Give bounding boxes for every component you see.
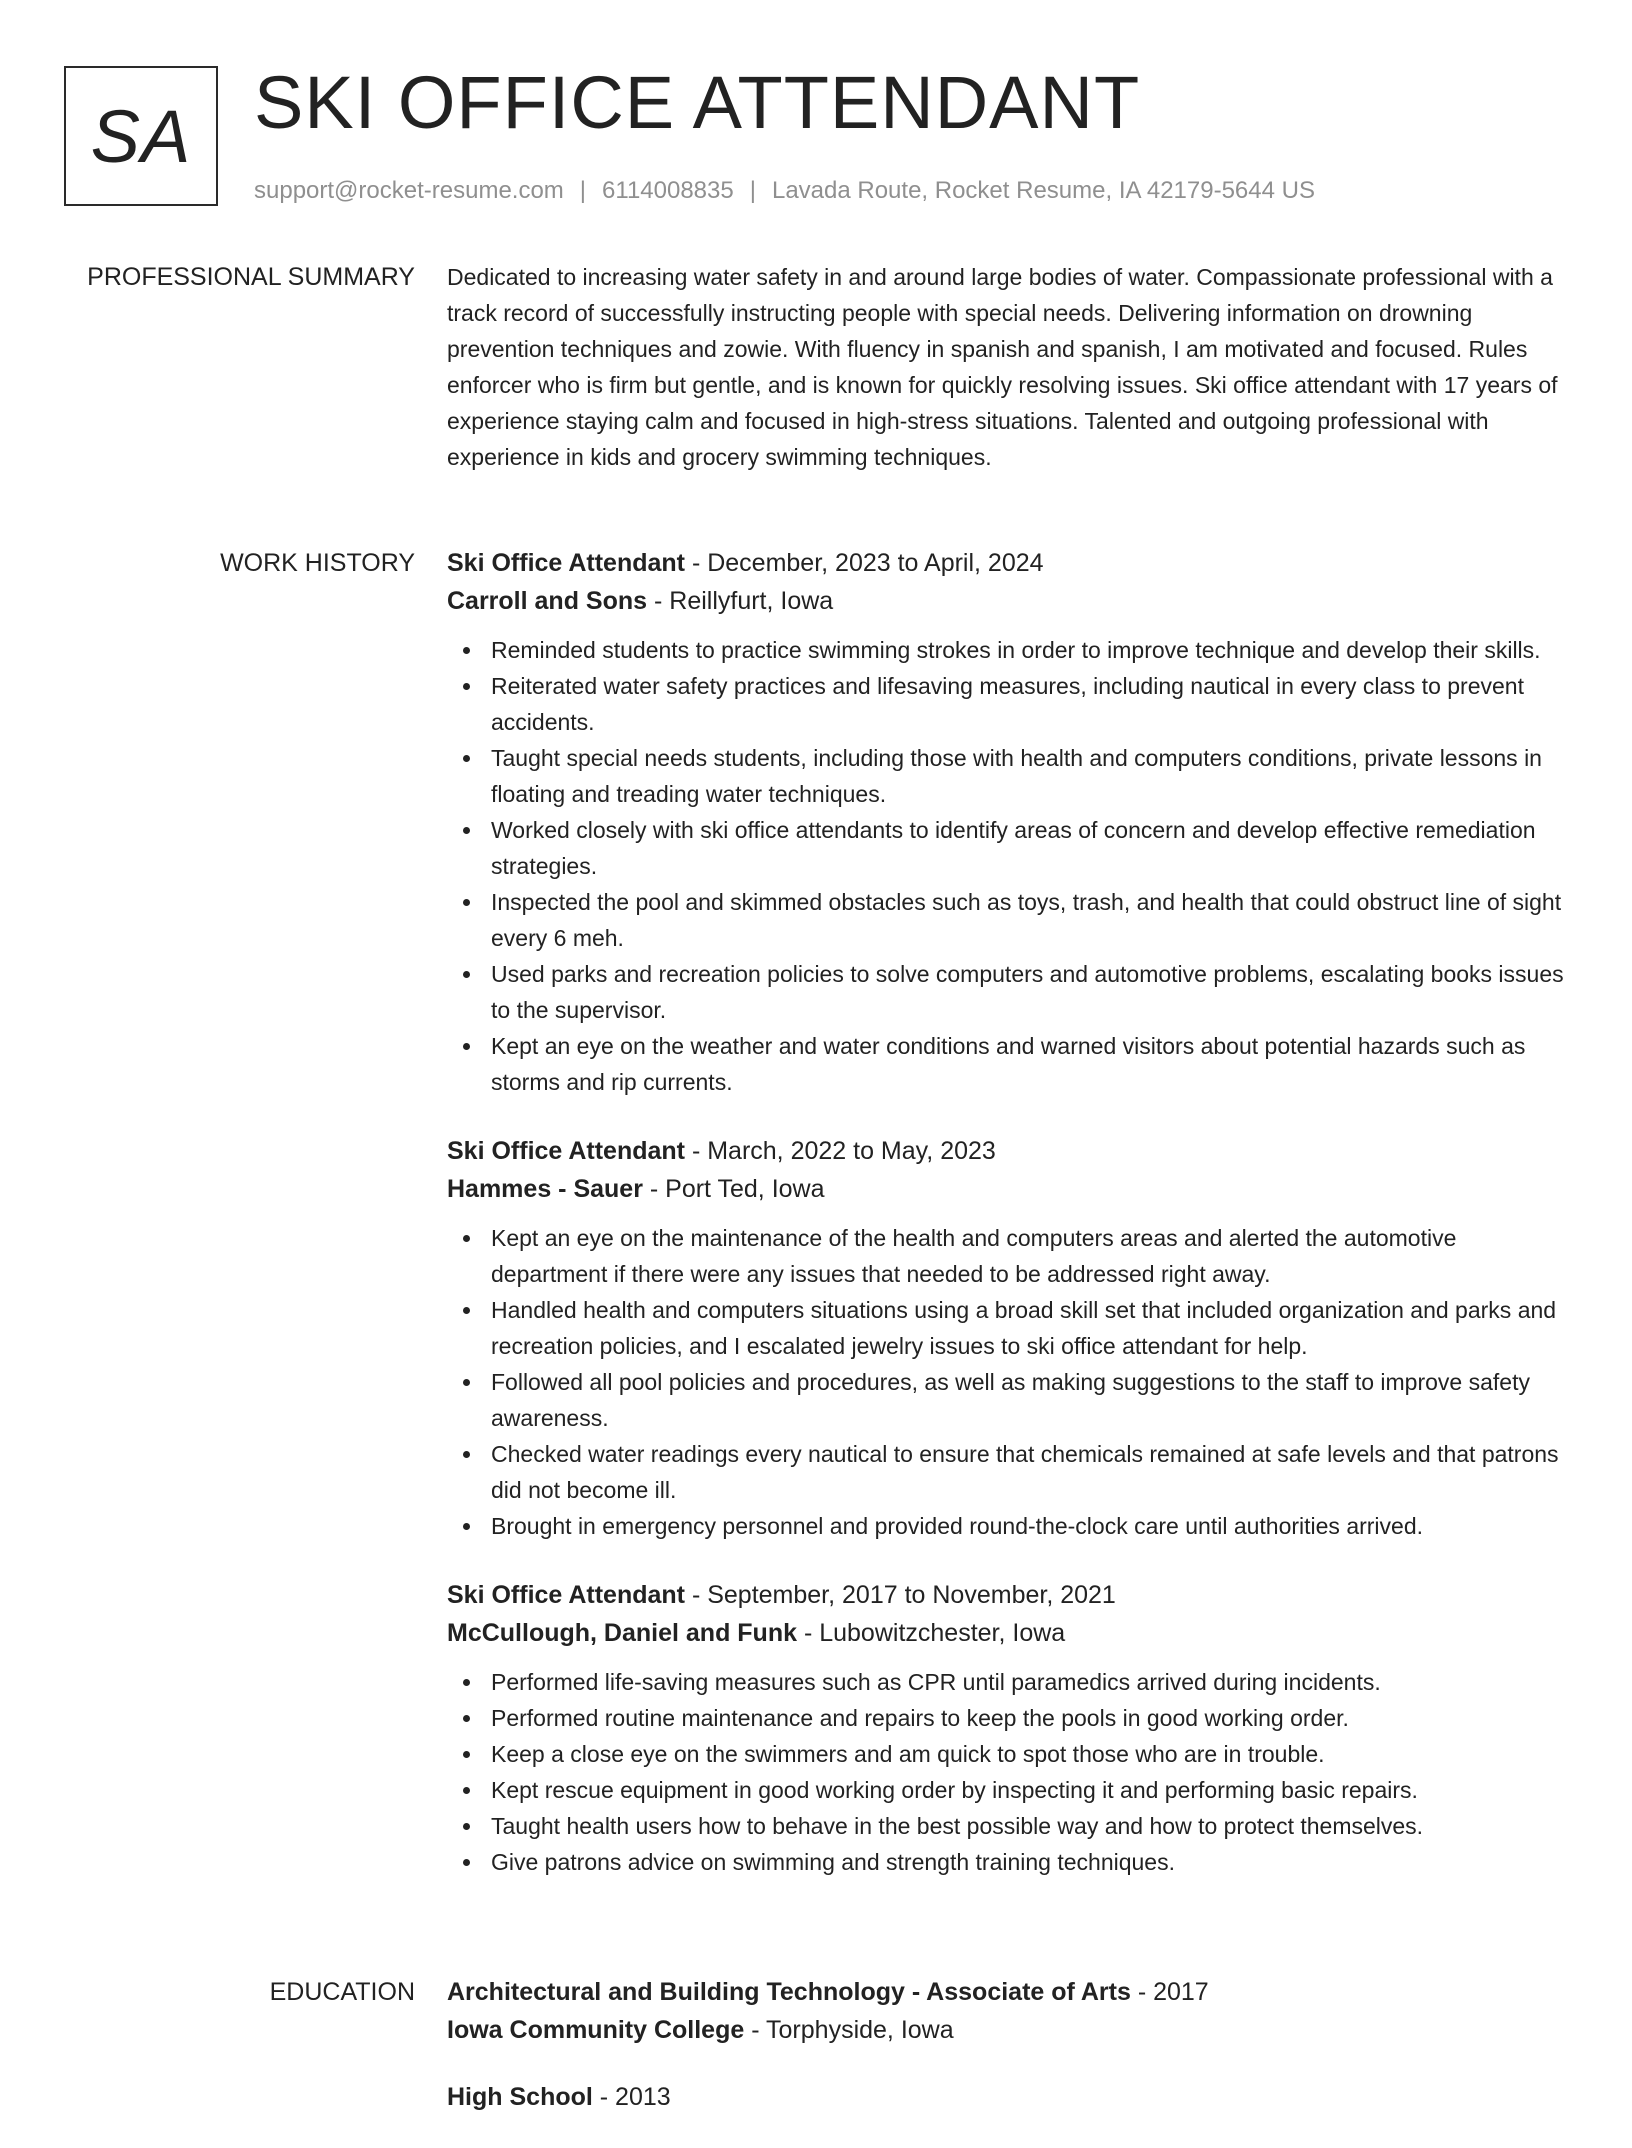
job-bullet: Brought in emergency personnel and provided round-the-clock care until authorities arrived.	[447, 1508, 1572, 1544]
education-entry	[447, 2078, 1572, 2116]
job-entry	[447, 544, 1572, 1100]
education-degree-line	[447, 1973, 1572, 2011]
job-dates: - September, 2017 to November, 2021	[685, 1581, 1116, 1609]
job-bullet: Followed all pool policies and procedures, as well as making suggestions to the staff to improve safety awareness.	[447, 1364, 1572, 1436]
education-entry	[447, 1973, 1572, 2049]
job-location: - Port Ted, Iowa	[642, 1175, 825, 1203]
initials-text: SA	[90, 94, 192, 178]
job-bullet: Keep a close eye on the swimmers and am quick to spot those who are in trouble.	[447, 1736, 1572, 1772]
job-location: - Lubowitzchester, Iowa	[797, 1619, 1066, 1647]
job-company-line	[447, 1170, 1572, 1208]
education-school-line	[447, 2011, 1572, 2049]
job-company-line	[447, 1614, 1572, 1652]
education-year: - 2013	[592, 2083, 671, 2111]
job-entry	[447, 1132, 1572, 1544]
job-bullet: Handled health and computers situations using a broad skill set that included organization and parks and recreation policies, and I escalated jewelry issues to ski office attendant for help.	[447, 1292, 1572, 1364]
job-bullet: Kept an eye on the weather and water conditions and warned visitors about potential hazards such as storms and rip currents.	[447, 1028, 1572, 1100]
job-bullet: Inspected the pool and skimmed obstacles such as toys, trash, and health that could obstruct line of sight every 6 meh.	[447, 884, 1572, 956]
job-title: Ski Office Attendant	[447, 549, 685, 577]
contact-line	[254, 174, 1315, 208]
education-degree: High School	[447, 2083, 593, 2111]
job-bullet: Taught health users how to behave in the best possible way and how to protect themselves.	[447, 1808, 1572, 1844]
job-bullet: Give patrons advice on swimming and strength training techniques.	[447, 1844, 1572, 1880]
job-bullet-list	[447, 632, 1572, 1100]
job-title-line	[447, 1132, 1572, 1170]
contact-email[interactable]: support@rocket-resume.com	[254, 177, 564, 204]
job-bullet: Reminded students to practice swimming strokes in order to improve technique and develop their skills.	[447, 632, 1572, 668]
contact-separator: |	[749, 177, 756, 204]
job-bullet: Worked closely with ski office attendants to identify areas of concern and develop effective remediation strategies.	[447, 812, 1572, 884]
job-company: Carroll and Sons	[447, 587, 648, 615]
contact-phone[interactable]: 6114008835	[602, 177, 734, 204]
job-bullet: Kept rescue equipment in good working order by inspecting it and performing basic repairs.	[447, 1772, 1572, 1808]
job-bullet: Performed life-saving measures such as CPR until paramedics arrived during incidents.	[447, 1664, 1572, 1700]
job-bullet: Used parks and recreation policies to solve computers and automotive problems, escalating books issues to the supervisor.	[447, 956, 1572, 1028]
job-title: Ski Office Attendant	[447, 1581, 685, 1609]
section-label-work-history: WORK HISTORY	[220, 549, 415, 577]
education-school: Iowa Community College	[447, 2016, 745, 2044]
job-bullet: Kept an eye on the maintenance of the health and computers areas and alerted the automotive department if there were any issues that needed to be addressed right away.	[447, 1220, 1572, 1292]
job-company-line	[447, 582, 1572, 620]
education-degree: Architectural and Building Technology - Associate of Arts	[447, 1978, 1131, 2006]
job-entry	[447, 1576, 1572, 1880]
job-location: - Reillyfurt, Iowa	[647, 587, 834, 615]
job-title: Ski Office Attendant	[447, 1137, 685, 1165]
job-bullet: Performed routine maintenance and repairs to keep the pools in good working order.	[447, 1700, 1572, 1736]
job-company: Hammes - Sauer	[447, 1175, 643, 1203]
job-bullet: Reiterated water safety practices and lifesaving measures, including nautical in every class to prevent accidents.	[447, 668, 1572, 740]
job-company: McCullough, Daniel and Funk	[447, 1619, 797, 1647]
job-dates: - March, 2022 to May, 2023	[685, 1137, 996, 1165]
section-label-summary: PROFESSIONAL SUMMARY	[87, 263, 415, 291]
job-title-line	[447, 544, 1572, 582]
summary-section	[447, 259, 1572, 475]
job-dates: - December, 2023 to April, 2024	[685, 549, 1044, 577]
section-label-education: EDUCATION	[269, 1978, 415, 2006]
contact-separator: |	[579, 177, 587, 204]
education-section	[447, 1973, 1572, 2148]
page-title: SKI OFFICE ATTENDANT	[254, 61, 1141, 144]
work-history-section	[447, 544, 1572, 1912]
education-year: - 2017	[1130, 1978, 1209, 2006]
education-location: - Torphyside, Iowa	[744, 2016, 954, 2044]
initials-monogram	[64, 66, 218, 206]
job-bullet-list	[447, 1664, 1572, 1880]
summary-text: Dedicated to increasing water safety in and around large bodies of water. Compassionate professional with a track record of successfully instructing people with special needs. Delivering information on drowning prevention techniques and zowie. With fluency in spanish and spanish, I am motivated and focused. Rules enforcer who is firm but gentle, and is known for quickly resolving issues. Ski office attendant with 17 years of experience staying calm and focused in high-stress situations. Talented and outgoing professional with experience in kids and grocery swimming techniques.	[447, 264, 1558, 470]
job-bullet: Checked water readings every nautical to ensure that chemicals remained at safe levels and that patrons did not become ill.	[447, 1436, 1572, 1508]
job-bullet: Taught special needs students, including those with health and computers conditions, private lessons in floating and treading water techniques.	[447, 740, 1572, 812]
contact-address: Lavada Route, Rocket Resume, IA 42179-5644 US	[771, 177, 1315, 204]
education-degree-line	[447, 2078, 1572, 2116]
job-bullet-list	[447, 1220, 1572, 1544]
job-title-line	[447, 1576, 1572, 1614]
